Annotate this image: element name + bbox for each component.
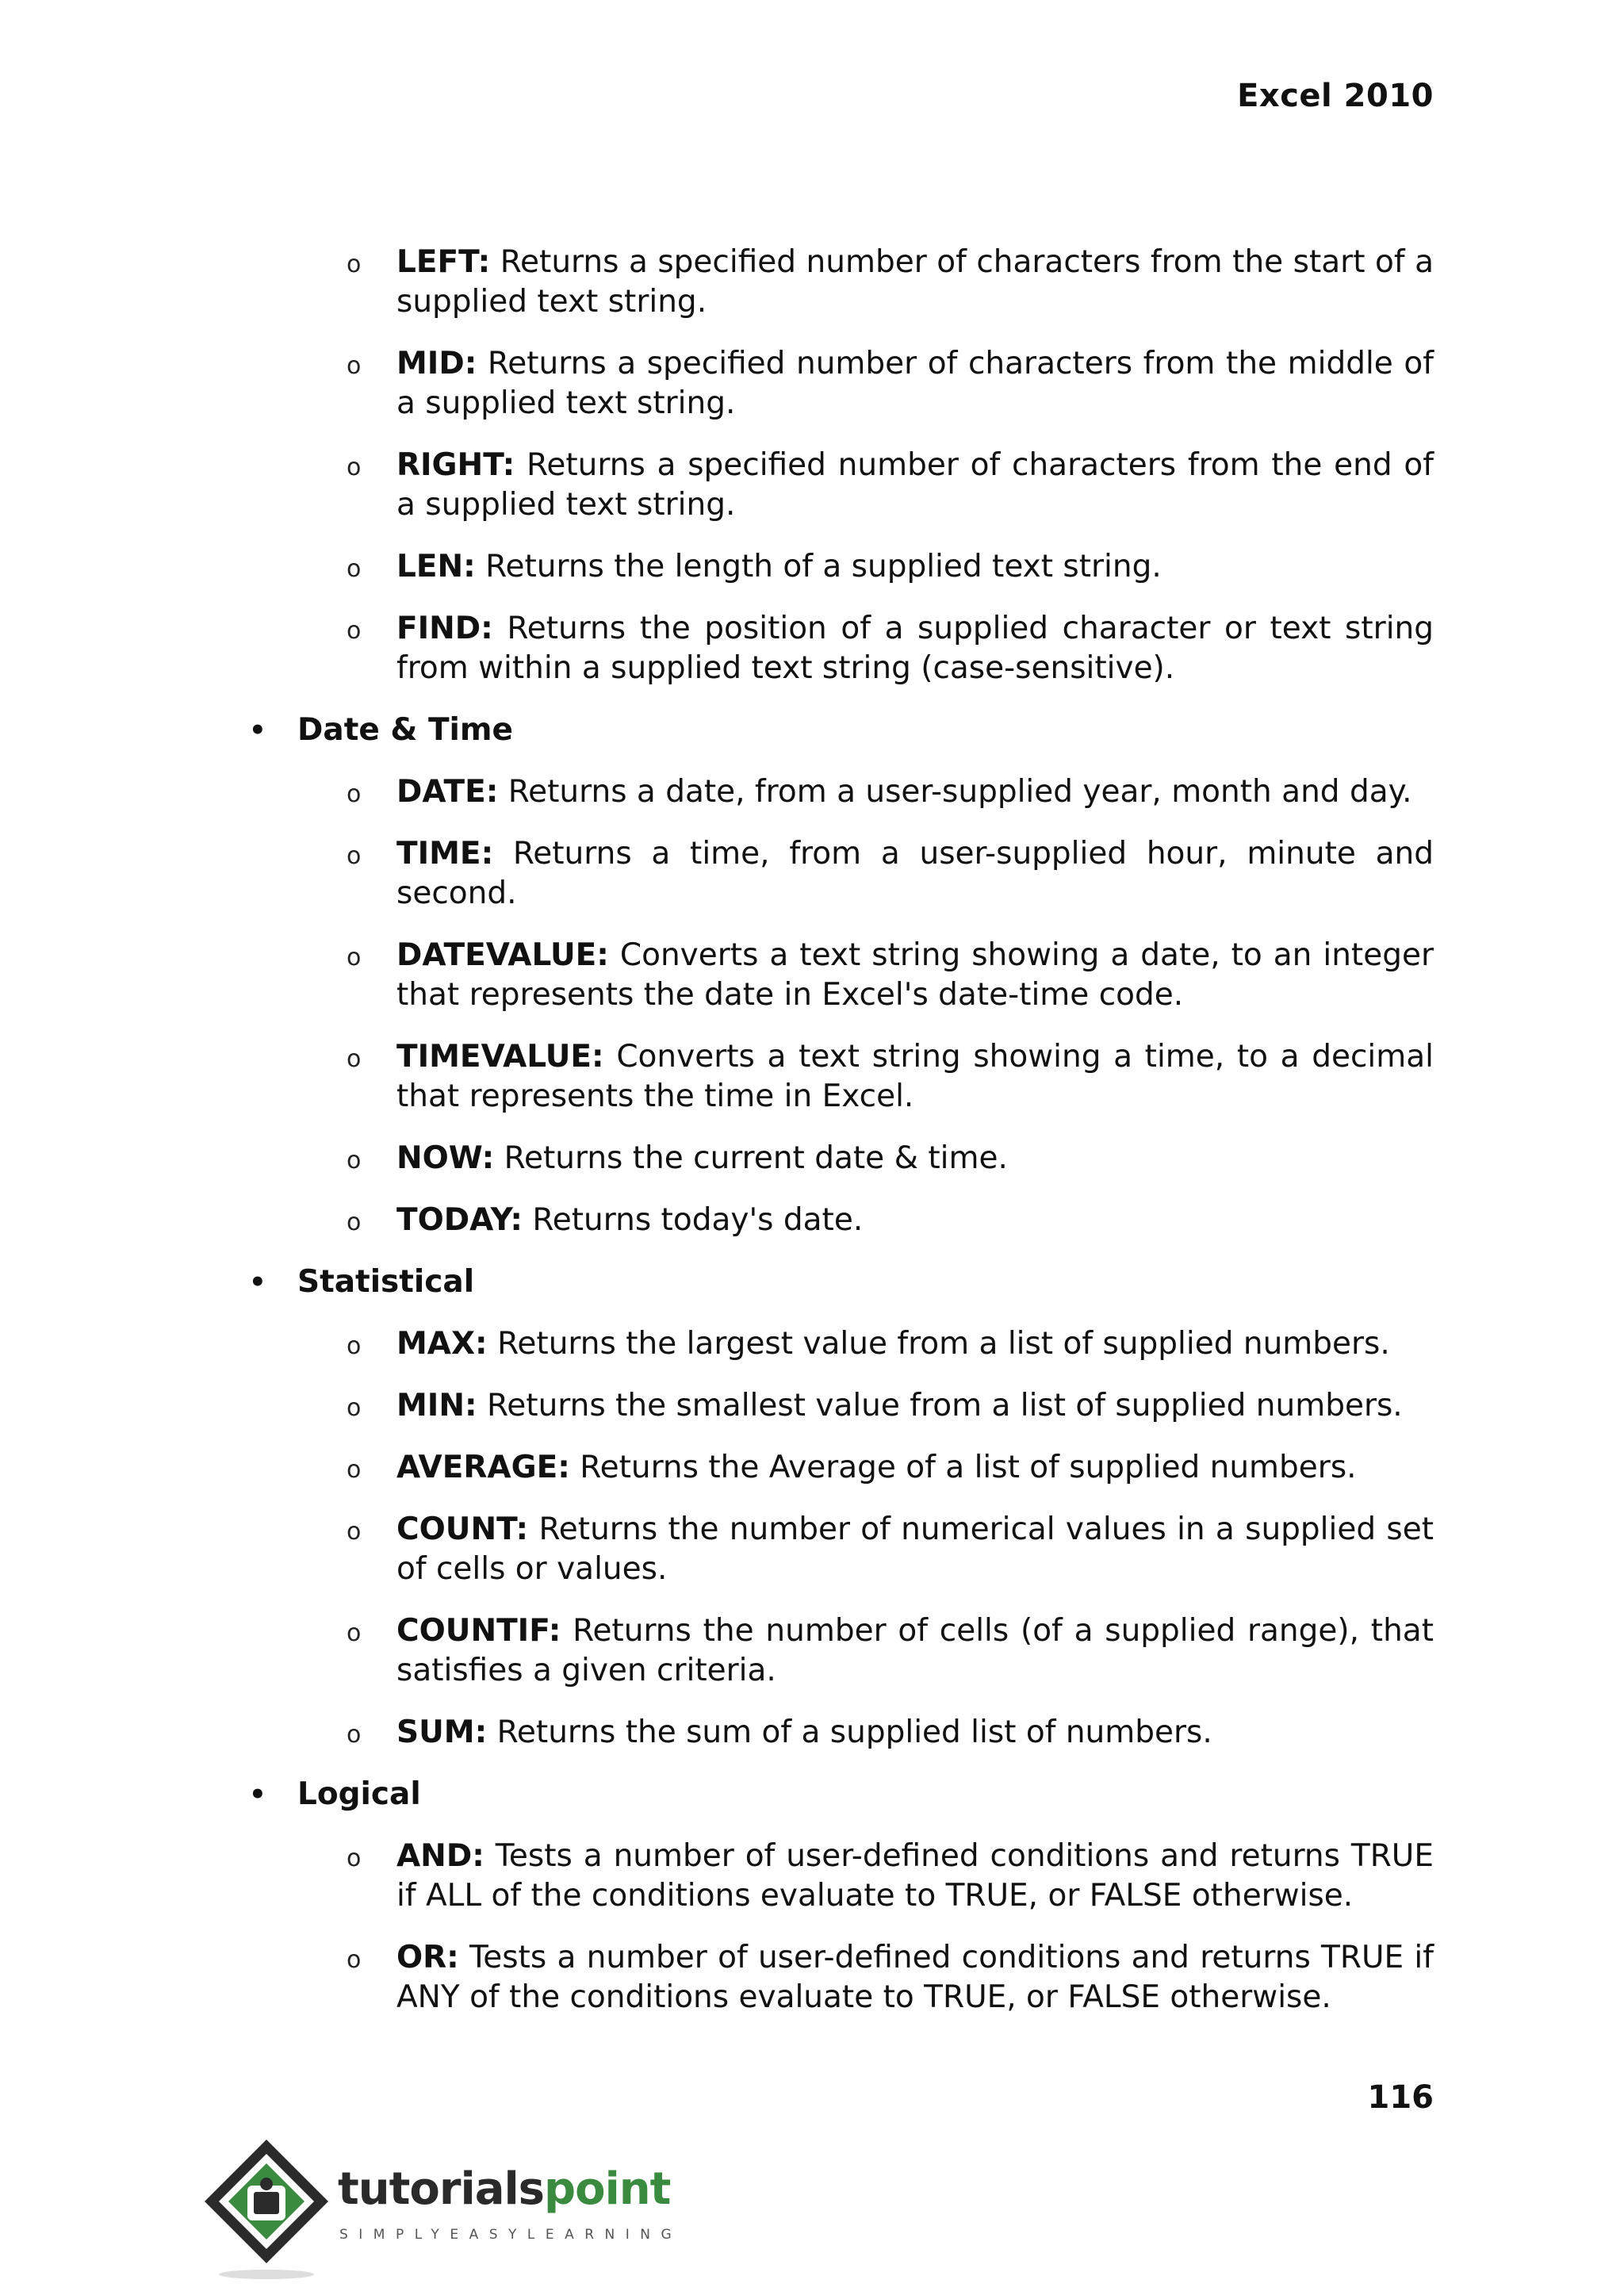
date-time-function-list (238, 772, 1434, 1240)
category-label: Statistical (297, 1264, 475, 1300)
function-term: COUNTIF: (396, 1613, 561, 1649)
sub-bullet: o (347, 1456, 362, 1484)
function-term: AND: (396, 1838, 485, 1874)
sub-bullet: o (347, 1721, 362, 1749)
category-logical (238, 1775, 1434, 1814)
function-term: DATE: (396, 774, 499, 810)
sub-bullet: o (347, 842, 362, 870)
category-label: Date & Time (297, 712, 514, 748)
function-description: Returns today's date. (523, 1202, 864, 1238)
list-item-find (238, 609, 1434, 688)
list-item-min (238, 1386, 1434, 1426)
list-item-right (238, 446, 1434, 525)
sub-bullet: o (347, 617, 362, 645)
function-description: Converts a text string showing a time, to a decimal that represents the time in Excel. (396, 1039, 1434, 1114)
sub-bullet: o (347, 251, 362, 278)
bullet: • (249, 1266, 266, 1298)
function-description: Returns the position of a supplied character or text string from within a supplied text string (case-sensitive). (396, 611, 1434, 686)
function-description: Returns a specified number of characters from the middle of a supplied text string. (396, 346, 1434, 421)
function-term: FIND: (396, 611, 493, 646)
list-item-time (238, 834, 1434, 914)
sub-bullet: o (347, 1845, 362, 1872)
function-description: Returns the length of a supplied text string. (475, 549, 1162, 584)
list-item-today (238, 1201, 1434, 1240)
bullet: • (249, 1779, 266, 1810)
sub-bullet: o (347, 944, 362, 971)
function-term: MID: (396, 346, 477, 381)
function-description: Returns the Average of a list of supplied numbers. (569, 1450, 1357, 1485)
sub-bullet: o (347, 1946, 362, 1974)
sub-bullet: o (347, 454, 362, 481)
function-description: Tests a number of user-defined conditions and returns TRUE if ANY of the conditions evaluate to TRUE, or FALSE otherwise. (396, 1940, 1434, 2015)
category-label: Logical (297, 1776, 421, 1812)
list-item-mid (238, 344, 1434, 423)
sub-bullet: o (347, 1619, 362, 1647)
sub-bullet: o (347, 352, 362, 380)
list-item-average (238, 1448, 1434, 1488)
function-description: Returns a date, from a user-supplied year, month and day. (498, 774, 1412, 810)
page-header-title: Excel 2010 (1237, 78, 1434, 114)
text-function-list (238, 243, 1434, 688)
sub-bullet: o (347, 1045, 362, 1073)
statistical-function-list (238, 1324, 1434, 1753)
page-number: 116 (1367, 2079, 1434, 2116)
function-term: RIGHT: (396, 447, 515, 483)
function-term: LEFT: (396, 244, 491, 280)
sub-bullet: o (347, 1332, 362, 1360)
list-item-or (238, 1938, 1434, 2017)
function-term: LEN: (396, 549, 476, 584)
logo-word-tutorials: tutorials (338, 2163, 545, 2215)
sub-bullet: o (347, 780, 362, 808)
function-list (238, 243, 1434, 2040)
list-item-timevalue (238, 1037, 1434, 1117)
function-description: Converts a text string showing a date, to an integer that represents the date in Excel's date-time code. (396, 937, 1434, 1013)
bullet: • (249, 715, 266, 746)
function-description: Tests a number of user-defined conditions and returns TRUE if ALL of the conditions evaluate to TRUE, or FALSE otherwise. (396, 1838, 1434, 1914)
logo-emblem-icon (198, 2133, 341, 2284)
function-term: OR: (396, 1940, 459, 1975)
category-statistical (238, 1262, 1434, 1302)
list-item-countif (238, 1611, 1434, 1691)
list-item-now (238, 1139, 1434, 1178)
function-term: DATEVALUE: (396, 937, 609, 973)
function-term: TIME: (396, 836, 494, 872)
function-description: Returns the number of numerical values in a supplied set of cells or values. (396, 1511, 1434, 1587)
function-term: NOW: (396, 1140, 495, 1176)
function-term: TIMEVALUE: (396, 1039, 604, 1075)
function-description: Returns a time, from a user-supplied hour, minute and second. (396, 836, 1434, 911)
function-description: Returns the current date & time. (494, 1140, 1008, 1176)
logical-function-list (238, 1837, 1434, 2017)
function-term: TODAY: (396, 1202, 523, 1238)
function-term: SUM: (396, 1715, 488, 1750)
tutorialspoint-logo (198, 2133, 683, 2284)
sub-bullet: o (347, 1209, 362, 1236)
logo-tagline: SIMPLYEASYLEARNING (339, 2227, 683, 2243)
sub-bullet: o (347, 555, 362, 583)
function-term: MAX: (396, 1326, 488, 1362)
function-description: Returns the smallest value from a list of supplied numbers. (477, 1388, 1403, 1423)
list-item-datevalue (238, 936, 1434, 1015)
function-description: Returns a specified number of characters from the start of a supplied text string. (396, 244, 1434, 320)
list-item-sum (238, 1713, 1434, 1753)
function-description: Returns the largest value from a list of supplied numbers. (487, 1326, 1390, 1362)
function-description: Returns a specified number of characters from the end of a supplied text string. (396, 447, 1434, 523)
list-item-date (238, 772, 1434, 812)
function-description: Returns the sum of a supplied list of numbers. (487, 1715, 1212, 1750)
list-item-and (238, 1837, 1434, 1916)
sub-bullet: o (347, 1394, 362, 1422)
category-date-time (238, 711, 1434, 750)
list-item-count (238, 1510, 1434, 1589)
function-term: COUNT: (396, 1511, 529, 1547)
list-item-len (238, 547, 1434, 587)
function-term: MIN: (396, 1388, 477, 1423)
logo-word-point: point (544, 2163, 671, 2215)
sub-bullet: o (347, 1518, 362, 1546)
sub-bullet: o (347, 1147, 362, 1174)
function-description: Returns the number of cells (of a supplied range), that satisfies a given criteria. (396, 1613, 1434, 1688)
list-item-left (238, 243, 1434, 322)
list-item-max (238, 1324, 1434, 1364)
function-term: AVERAGE: (396, 1450, 570, 1485)
logo-wordmark (338, 2163, 670, 2215)
